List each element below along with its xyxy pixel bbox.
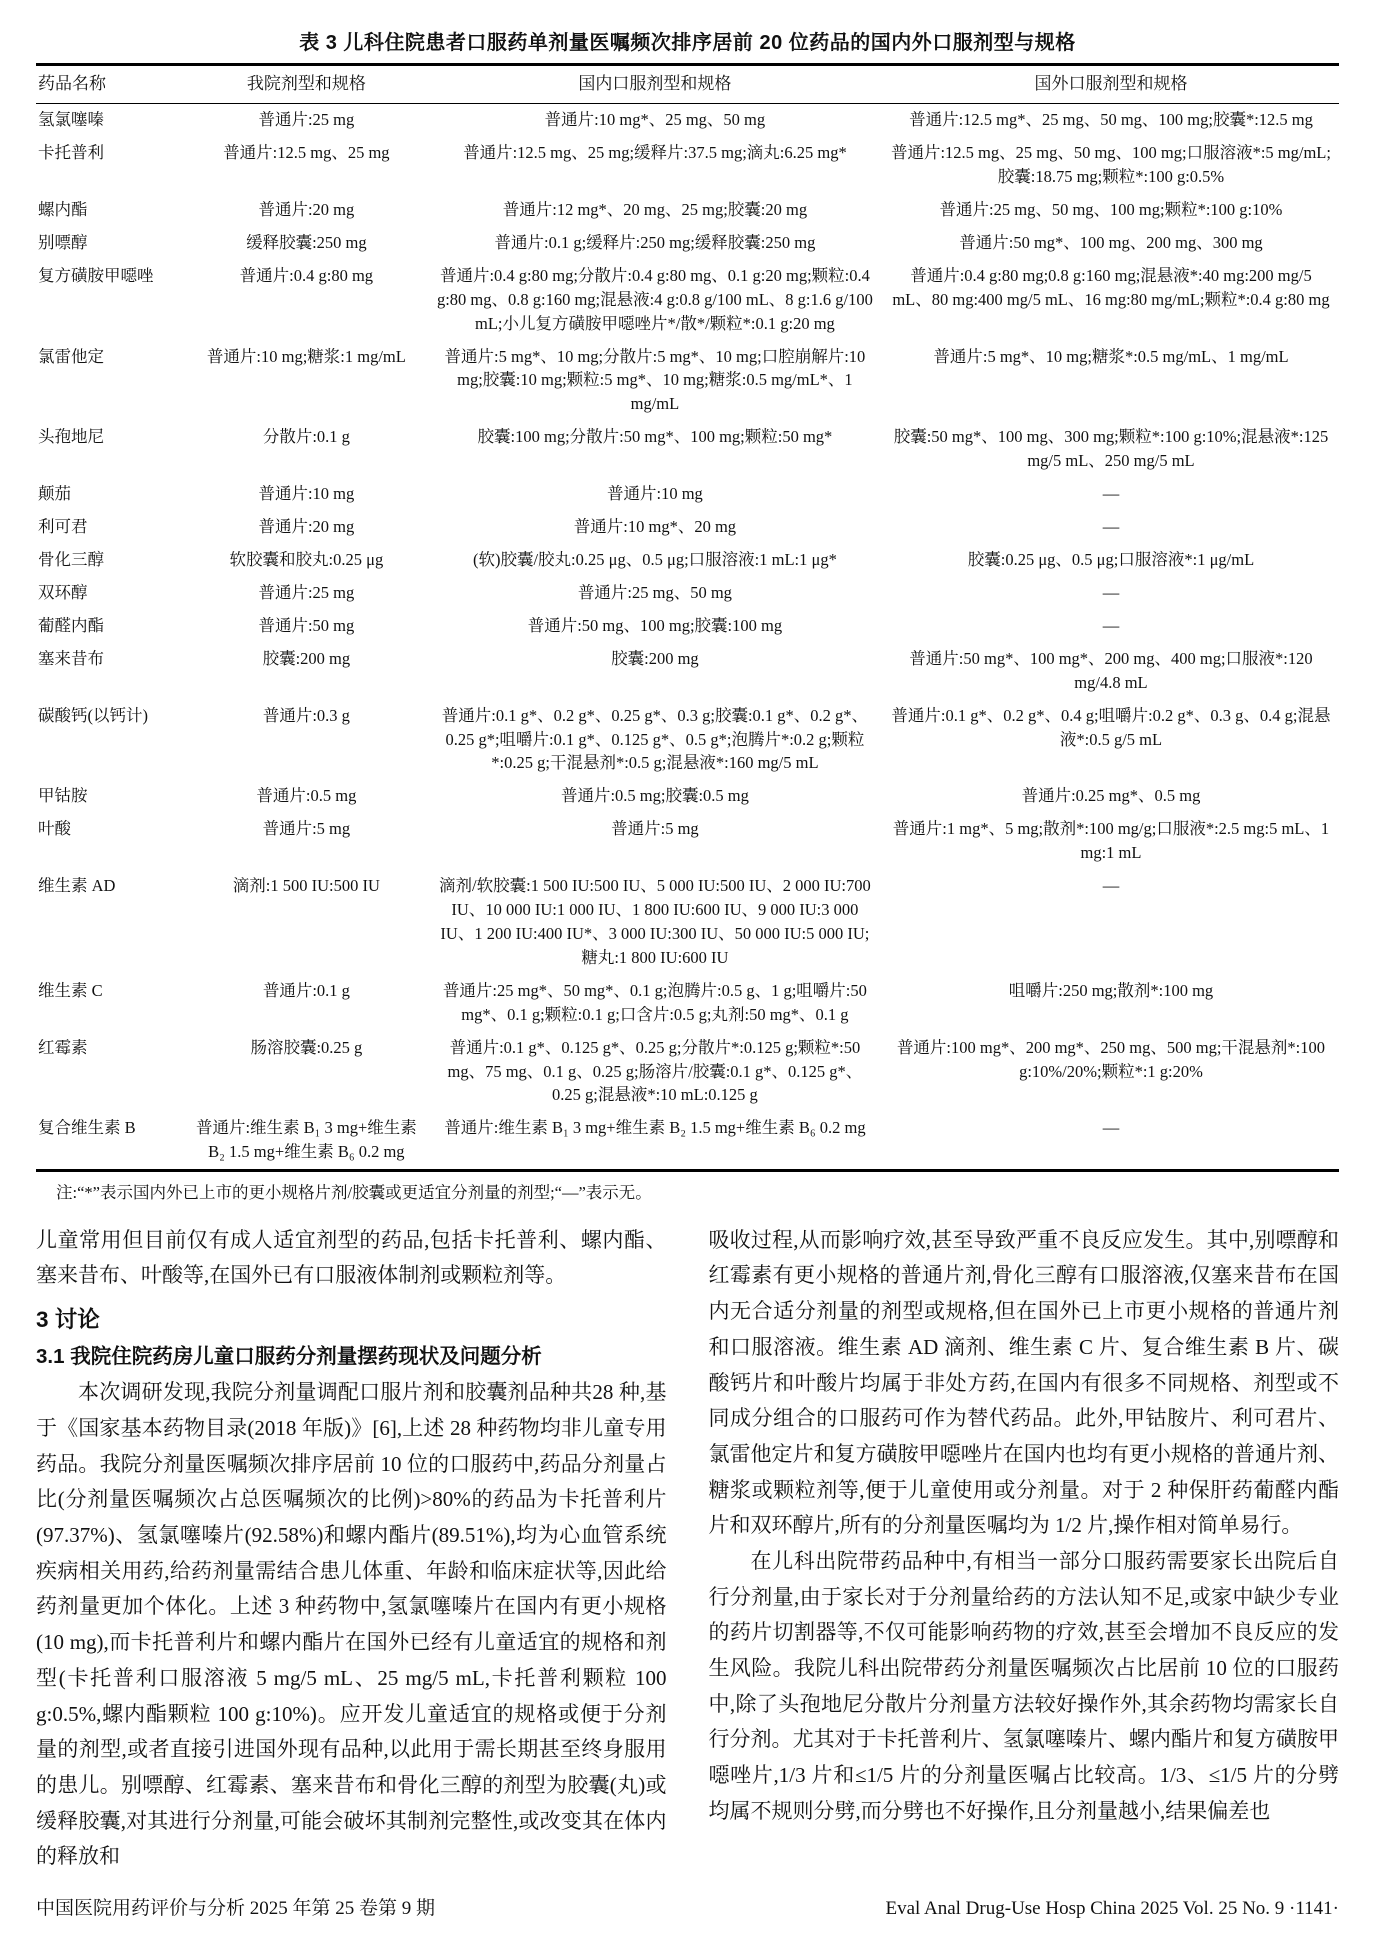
- domestic-spec-cell: 普通片:5 mg*、10 mg;分散片:5 mg*、10 mg;口腔崩解片:10 mg;胶囊:10 mg;颗粒:5 mg*、10 mg;糖浆:0.5 mg/mL*、1 mg/mL: [444, 346, 866, 414]
- table-row: [36, 813, 1339, 870]
- hospital-spec-cell: 普通片:10 mg: [258, 484, 355, 504]
- domestic-spec-cell: 普通片:10 mg: [607, 484, 703, 504]
- drug-name-cell: 骨化三醇: [38, 549, 104, 569]
- table-row: [36, 870, 1339, 975]
- hospital-spec-cell: 分散片:0.1 g: [262, 427, 350, 447]
- table-row: [36, 1112, 1339, 1170]
- domestic-spec-cell: 普通片:10 mg*、20 mg: [573, 517, 737, 537]
- hospital-spec-cell: 普通片:10 mg;糖浆:1 mg/mL: [206, 346, 406, 366]
- foreign-spec-cell: 普通片:5 mg*、10 mg;糖浆*:0.5 mg/mL、1 mg/mL: [933, 346, 1289, 366]
- drug-name-cell: 利可君: [38, 517, 88, 537]
- foreign-spec-cell: 普通片:12.5 mg*、25 mg、50 mg、100 mg;胶囊*:12.5 mg: [909, 110, 1313, 130]
- table-row: [36, 478, 1339, 511]
- table-title: 表 3 儿科住院患者口服药单剂量医嘱频次排序居前 20 位药品的国内外口服剂型与规格: [299, 32, 1076, 54]
- drug-name-cell: 卡托普利: [38, 143, 104, 163]
- foreign-spec-cell: 普通片:0.1 g*、0.2 g*、0.4 g;咀嚼片:0.2 g*、0.3 g、0.4 g;混悬液*:0.5 g/5 mL: [891, 705, 1331, 749]
- hospital-spec-cell: 普通片:20 mg: [258, 199, 355, 219]
- drug-name-cell: 复方磺胺甲噁唑: [38, 265, 154, 285]
- drug-name-cell: 叶酸: [38, 819, 71, 839]
- hospital-spec-cell: 滴剂:1 500 IU:500 IU: [232, 876, 380, 896]
- foreign-spec-cell: 普通片:100 mg*、200 mg*、250 mg、500 mg;干混悬剂*:100 g:10%/20%;颗粒*:1 g:20%: [896, 1037, 1326, 1081]
- continuation-paragraph: 儿童常用但目前仅有成人适宜剂型的药品,包括卡托普利、螺内酯、塞来昔布、叶酸等,在国外已有口服液体制剂或颗粒剂等。: [36, 1227, 667, 1288]
- table-row: [36, 1031, 1339, 1112]
- hospital-spec-cell: 胶囊:200 mg: [262, 648, 351, 668]
- domestic-spec-cell: 普通片:维生素 B₁ 3 mg+维生素 B₂ 1.5 mg+维生素 B₆ 0.2 mg: [444, 1118, 866, 1138]
- right-text-column: [709, 1223, 1340, 1879]
- domestic-spec-cell: 普通片:5 mg: [611, 819, 699, 839]
- table-row: [36, 642, 1339, 699]
- discussion-paragraph-right-continuation: 吸收过程,从而影响疗效,甚至导致严重不良反应发生。其中,别嘌醇和红霉素有更小规格的普通片剂,骨化三醇有口服溶液,仅塞来昔布在国内无合适分剂量的剂型或规格,但在国外已上市更小规格的普通片剂和口服溶液。维生素 AD 滴剂、维生素 C 片、复合维生素 B 片、碳酸钙片和叶酸片均属于非处方药,在国内有很多不同规格、剂型或不同成分组合的口服药可作为替代药品。此外,甲钴胺片、利可君片、氯雷他定片和复方磺胺甲噁唑片在国内也均有更小规格的普通片剂、糖浆或颗粒剂等,便于儿童使用或分剂量。对于 2 种保肝药葡醛内酯片和双环醇片,所有的分剂量医嘱均为 1/2 片,操作相对简单易行。: [708, 1227, 1339, 1538]
- drug-name-cell: 碳酸钙(以钙计): [38, 705, 148, 725]
- domestic-spec-cell: (软)胶囊/胶丸:0.25 μg、0.5 μg;口服溶液:1 mL:1 μg*: [472, 549, 837, 569]
- domestic-spec-cell: 滴剂/软胶囊:1 500 IU:500 IU、5 000 IU:500 IU、2 000 IU:700 IU、10 000 IU:1 000 IU、1 800 IU:600 IU、9 000 IU:3 000 IU、1 200 IU:400 IU*、3 000 IU:300 IU、50 000 IU:5 000 IU;糖丸:1 800 IU:600 IU: [439, 876, 871, 967]
- header-drug-name: 药品名称: [36, 65, 186, 104]
- foreign-spec-cell: —: [1102, 484, 1120, 504]
- foreign-spec-cell: —: [1102, 517, 1120, 537]
- drug-name-cell: 氯雷他定: [38, 346, 104, 366]
- domestic-spec-cell: 普通片:0.1 g*、0.2 g*、0.25 g*、0.3 g;胶囊:0.1 g*、0.2 g*、0.25 g*;咀嚼片:0.1 g*、0.125 g*、0.5 g*;泡腾片*:0.2 g;颗粒*:0.25 g;干混悬剂*:0.5 g;混悬液*:160 mg/5 mL: [441, 705, 869, 773]
- drug-name-cell: 螺内酯: [38, 199, 88, 219]
- domestic-spec-cell: 普通片:50 mg、100 mg;胶囊:100 mg: [527, 615, 783, 635]
- domestic-spec-cell: 普通片:12 mg*、20 mg、25 mg;胶囊:20 mg: [502, 199, 808, 219]
- drug-name-cell: 双环醇: [38, 582, 88, 602]
- domestic-spec-cell: 普通片:12.5 mg、25 mg;缓释片:37.5 mg;滴丸:6.25 mg*: [463, 143, 847, 163]
- drug-name-cell: 头孢地尼: [38, 427, 104, 447]
- domestic-spec-cell: 普通片:25 mg*、50 mg*、0.1 g;泡腾片:0.5 g、1 g;咀嚼片:50 mg*、0.1 g;颗粒:0.1 g;口含片:0.5 g;丸剂:50 mg*、0.1 g: [442, 980, 867, 1024]
- foreign-spec-cell: 普通片:12.5 mg、25 mg、50 mg、100 mg;口服溶液*:5 mg/mL;胶囊:18.75 mg;颗粒*:100 g:0.5%: [890, 143, 1331, 186]
- hospital-spec-cell: 普通片:0.5 mg: [256, 786, 357, 806]
- table-row: [36, 511, 1339, 544]
- hospital-spec-cell: 普通片:0.4 g:80 mg: [239, 265, 374, 285]
- foreign-spec-cell: 普通片:0.4 g:80 mg;0.8 g:160 mg;混悬液*:40 mg:200 mg/5 mL、80 mg:400 mg/5 mL、16 mg:80 mg/mL;颗粒*:0.4 g:80 mg: [892, 265, 1330, 309]
- table-row: [36, 699, 1339, 780]
- drug-name-cell: 维生素 C: [38, 980, 103, 1000]
- hospital-spec-cell: 普通片:维生素 B₁ 3 mg+维生素 B₂ 1.5 mg+维生素 B₆ 0.2 mg: [195, 1118, 417, 1162]
- journal-name-en-page: Eval Anal Drug-Use Hosp China 2025 Vol. 25 No. 9 ·1141·: [885, 1898, 1339, 1919]
- foreign-spec-cell: 普通片:50 mg*、100 mg*、200 mg、400 mg;口服液*:120 mg/4.8 mL: [909, 648, 1313, 692]
- table-row: [36, 103, 1339, 136]
- hospital-spec-cell: 普通片:0.3 g: [262, 705, 350, 725]
- hospital-spec-cell: 缓释胶囊:250 mg: [246, 232, 367, 252]
- table-row: [36, 974, 1339, 1031]
- foreign-spec-cell: 普通片:0.25 mg*、0.5 mg: [1021, 786, 1201, 806]
- foreign-spec-cell: 咀嚼片:250 mg;散剂*:100 mg: [1008, 980, 1214, 1000]
- table-row: [36, 226, 1339, 259]
- table-row: [36, 543, 1339, 576]
- hospital-spec-cell: 肠溶胶囊:0.25 g: [250, 1037, 363, 1057]
- table-row: [36, 421, 1339, 478]
- drug-name-cell: 红霉素: [38, 1037, 88, 1057]
- domestic-spec-cell: 普通片:25 mg、50 mg: [577, 582, 732, 602]
- drug-table-header: [36, 65, 1339, 104]
- domestic-spec-cell: 普通片:0.1 g;缓释片:250 mg;缓释胶囊:250 mg: [494, 232, 816, 252]
- journal-name-cn: 中国医院用药评价与分析 2025 年第 25 卷第 9 期: [36, 1898, 436, 1919]
- hospital-spec-cell: 普通片:5 mg: [262, 819, 351, 839]
- hospital-spec-cell: 普通片:25 mg: [258, 582, 355, 602]
- discussion-paragraph-left: 本次调研发现,我院分剂量调配口服片剂和胶囊剂品种共28 种,基于《国家基本药物目录(2018 年版)》[6],上述 28 种药物均非儿童专用药品。我院分剂量医嘱频次排序居前 10 位的口服药中,药品分剂量占比(分剂量医嘱频次占总医嘱频次的比例)>80%的药品为卡托普利片(97.37%)、氢氯噻嗪片(92.58%)和螺内酯片(89.51%),均为心血管系统疾病相关用药,给药剂量需结合患儿体重、年龄和临床症状等,因此给药剂量更加个体化。上述 3 种药物中,氢氯噻嗪片在国内有更小规格(10 mg),而卡托普利片和螺内酯片在国外已经有儿童适宜的规格和剂型(卡托普利口服溶液 5 mg/5 mL、25 mg/5 mL,卡托普利颗粒 100 g:0.5%,螺内酯颗粒 100 g:10%)。应开发儿童适宜的规格或便于分剂量的剂型,或者直接引进国外现有品种,以此用于需长期甚至终身服用的患儿。别嘌醇、红霉素、塞来昔布和骨化三醇的剂型为胶囊(丸)或缓释胶囊,对其进行分剂量,可能会破坏其制剂完整性,或改变其在体内的释放和: [36, 1380, 667, 1869]
- table-row: [36, 609, 1339, 642]
- table-row: [36, 259, 1339, 340]
- left-text-column: [36, 1223, 667, 1879]
- hospital-spec-cell: 普通片:20 mg: [258, 517, 355, 537]
- subsection-heading-3-1: 3.1 我院住院药房儿童口服药分剂量摆药现状及问题分析: [36, 1344, 542, 1368]
- foreign-spec-cell: —: [1102, 876, 1120, 896]
- domestic-spec-cell: 普通片:0.4 g:80 mg;分散片:0.4 g:80 mg、0.1 g:20 mg;颗粒:0.4 g:80 mg、0.8 g:160 mg;混悬液:4 g:0.8 g/100 mL、8 g:1.6 g/100 mL;小儿复方磺胺甲噁唑片*/散*/颗粒*:0.1 g:20 mg: [436, 265, 873, 333]
- domestic-spec-cell: 普通片:0.5 mg;胶囊:0.5 mg: [560, 786, 749, 806]
- hospital-spec-cell: 普通片:12.5 mg、25 mg: [223, 143, 390, 163]
- header-hospital-spec: 我院剂型和规格: [186, 65, 427, 104]
- domestic-spec-cell: 胶囊:100 mg;分散片:50 mg*、100 mg;颗粒:50 mg*: [477, 427, 833, 447]
- foreign-spec-cell: —: [1102, 582, 1120, 602]
- foreign-spec-cell: —: [1102, 615, 1120, 635]
- table-footnote: 注:“*”表示国内外已上市的更小规格片剂/胶囊或更适宜分剂量的剂型;“—”表示无。: [56, 1182, 652, 1202]
- drug-name-cell: 别嘌醇: [38, 232, 88, 252]
- drug-name-cell: 颠茄: [38, 484, 71, 504]
- foreign-spec-cell: 胶囊:50 mg*、100 mg、300 mg;颗粒*:100 g:10%;混悬液*:125 mg/5 mL、250 mg/5 mL: [893, 427, 1329, 471]
- article-body: [36, 1223, 1339, 1879]
- table-row: [36, 137, 1339, 194]
- foreign-spec-cell: 普通片:50 mg*、100 mg、200 mg、300 mg: [959, 232, 1263, 252]
- table-row: [36, 780, 1339, 813]
- foreign-spec-cell: —: [1102, 1118, 1120, 1138]
- section-heading-discussion: 3 讨论: [36, 1307, 100, 1333]
- hospital-spec-cell: 普通片:0.1 g: [262, 980, 350, 1000]
- discharge-medication-paragraph: 在儿科出院带药品种中,有相当一部分口服药需要家长出院后自行分剂量,由于家长对于分剂量给药的方法认知不足,或家中缺少专业的药片切割器等,不仅可能影响药物的疗效,甚至会增加不良反应的发生风险。我院儿科出院带药分剂量医嘱频次占比居前 10 位的口服药中,除了头孢地尼分散片分剂量方法较好操作外,其余药物均需家长自行分剂。尤其对于卡托普利片、氢氯噻嗪片、螺内酯片和复方磺胺甲噁唑片,1/3 片和≤1/5 片的分剂量医嘱占比较高。1/3、≤1/5 片的分劈均属不规则分劈,而分劈也不好操作,且分剂量越小,结果偏差也: [708, 1548, 1339, 1823]
- table-row: [36, 576, 1339, 609]
- page-footer: [36, 1893, 1339, 1920]
- drug-name-cell: 氢氯噻嗪: [38, 110, 104, 130]
- hospital-spec-cell: 软胶囊和胶丸:0.25 μg: [229, 549, 384, 569]
- foreign-spec-cell: 普通片:25 mg、50 mg、100 mg;颗粒*:100 g:10%: [939, 199, 1283, 219]
- domestic-spec-cell: 普通片:0.1 g*、0.125 g*、0.25 g;分散片*:0.125 g;颗粒*:50 mg、75 mg、0.1 g、0.25 g;肠溶片/胶囊:0.1 g*、0.125 g*、0.25 g;混悬液*:10 mL:0.125 g: [447, 1037, 863, 1105]
- header-foreign-spec: 国外口服剂型和规格: [883, 65, 1339, 104]
- drug-name-cell: 塞来昔布: [38, 648, 104, 668]
- drug-table: [36, 63, 1339, 1172]
- drug-name-cell: 葡醛内酯: [38, 615, 104, 635]
- table-row: [36, 193, 1339, 226]
- drug-table-body: [36, 103, 1339, 1170]
- hospital-spec-cell: 普通片:50 mg: [258, 615, 355, 635]
- table-row: [36, 340, 1339, 421]
- header-domestic-spec: 国内口服剂型和规格: [427, 65, 883, 104]
- foreign-spec-cell: 胶囊:0.25 μg、0.5 μg;口服溶液*:1 μg/mL: [967, 549, 1255, 569]
- drug-name-cell: 维生素 AD: [38, 876, 116, 896]
- foreign-spec-cell: 普通片:1 mg*、5 mg;散剂*:100 mg/g;口服液*:2.5 mg:5 mL、1 mg:1 mL: [892, 819, 1330, 863]
- domestic-spec-cell: 胶囊:200 mg: [611, 648, 699, 668]
- domestic-spec-cell: 普通片:10 mg*、25 mg、50 mg: [544, 110, 766, 130]
- drug-name-cell: 复合维生素 B: [38, 1118, 136, 1138]
- hospital-spec-cell: 普通片:25 mg: [258, 110, 355, 130]
- drug-name-cell: 甲钴胺: [38, 786, 88, 806]
